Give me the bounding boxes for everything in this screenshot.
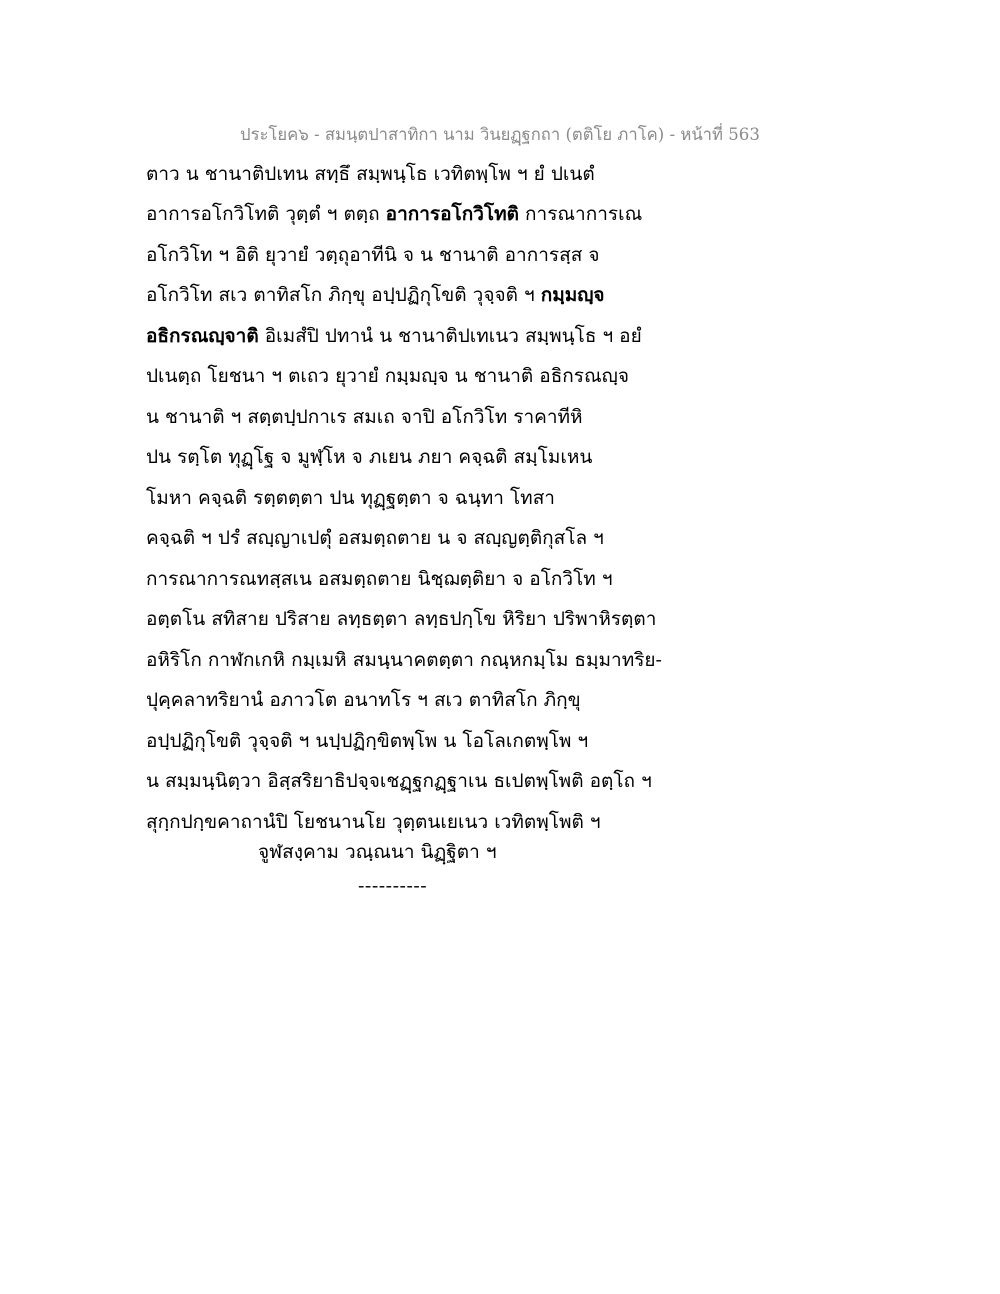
text-line: อโกวิโท ฯ อิติ ยุวายํ วตฺถุอาทีนิ จ น ชานาติ อาการสฺส จ	[146, 244, 600, 266]
page-header-text: ประโยค๖ - สมนฺตปาสาทิกา นาม วินยฏฺฐกถา (ตติโย ภาโค) - หน้าที่ 563	[240, 125, 760, 144]
text-line: อโกวิโท สเว ตาทิสโก ภิกฺขุ อปฺปฏิกุโขติ วุจฺจติ ฯ กมฺมญฺจ	[146, 284, 605, 306]
text-line: ปน รตฺโต ทุฏฺโฐ จ มูฬฺโห จ ภเยน ภยา คจฺฉติ สมฺโมเหน	[146, 446, 593, 468]
text-line: คจฺฉติ ฯ ปรํ สญฺญาเปตุํ อสมตฺถตาย น จ สญฺญตฺติกุสโล ฯ	[146, 527, 604, 549]
text-line: น สมฺมนฺนิตฺวา อิสฺสริยาธิปจฺจเชฏฺฐกฏฺฐาเน ธเปตพฺโพติ อตฺโถ ฯ	[146, 770, 652, 792]
section-divider: ----------	[358, 875, 428, 897]
text-line: อตฺตโน สทิสาย ปริสาย ลทฺธตฺตา ลทฺธปกฺโข หิริยา ปริพาหิรตฺตา	[146, 608, 657, 630]
text-line: อหิริโก กาฬกเกหิ กมฺเมหิ สมนฺนาคตตฺตา กณฺหกมฺโม ธมฺมาทริย-	[146, 649, 662, 671]
text-line: สุกฺกปกฺขคาถานํปิ โยชนานโย วุตฺตนเยเนว เวทิตพฺโพติ ฯ	[146, 811, 601, 833]
chapter-closing: จูฬสงฺคาม วณฺณนา นิฏฺฐิตา ฯ	[258, 841, 497, 863]
text-line: การณาการณทสฺสเน อสมตฺถตาย นิชฺฌตฺติยา จ อโกวิโท ฯ	[146, 568, 613, 590]
text-line: ปเนตฺถ โยชนา ฯ ตเถว ยุวายํ กมฺมญฺจ น ชานาติ อธิกรณญฺจ	[146, 365, 629, 387]
bold-term: อธิกรณญฺจาติ	[146, 325, 259, 347]
text-line: ตาว น ชานาติปเทน สทฺธึ สมฺพนฺโธ เวทิตพฺโพ ฯ ยํ ปเนตํ	[146, 163, 595, 185]
text-line: น ชานาติ ฯ สตฺตปฺปกาเร สมเถ จาปิ อโกวิโท ราคาทีหิ	[146, 406, 583, 428]
page-header	[0, 122, 1000, 148]
text-line: อธิกรณญฺจาติ อิเมสํปิ ปทานํ น ชานาติปเทเนว สมฺพนฺโธ ฯ อยํ	[146, 325, 642, 347]
bold-term: กมฺมญฺจ	[540, 284, 605, 306]
text-line: อาการอโกวิโทติ วุตฺตํ ฯ ตตฺถ อาการอโกวิโทติ การณาการเณ	[146, 203, 643, 225]
text-line: โมหา คจฺฉติ รตฺตตฺตา ปน ทุฏฺฐตฺตา จ ฉนฺทา โทสา	[146, 487, 555, 509]
text-line: ปุคฺคลาทริยานํ อภาวโต อนาทโร ฯ สเว ตาทิสโก ภิกฺขุ	[146, 689, 581, 711]
text-line: อปฺปฏิกุโขติ วุจฺจติ ฯ นปฺปฏิกฺขิตพฺโพ น โอโลเกตพฺโพ ฯ	[146, 730, 589, 752]
bold-term: อาการอโกวิโทติ	[385, 203, 519, 225]
